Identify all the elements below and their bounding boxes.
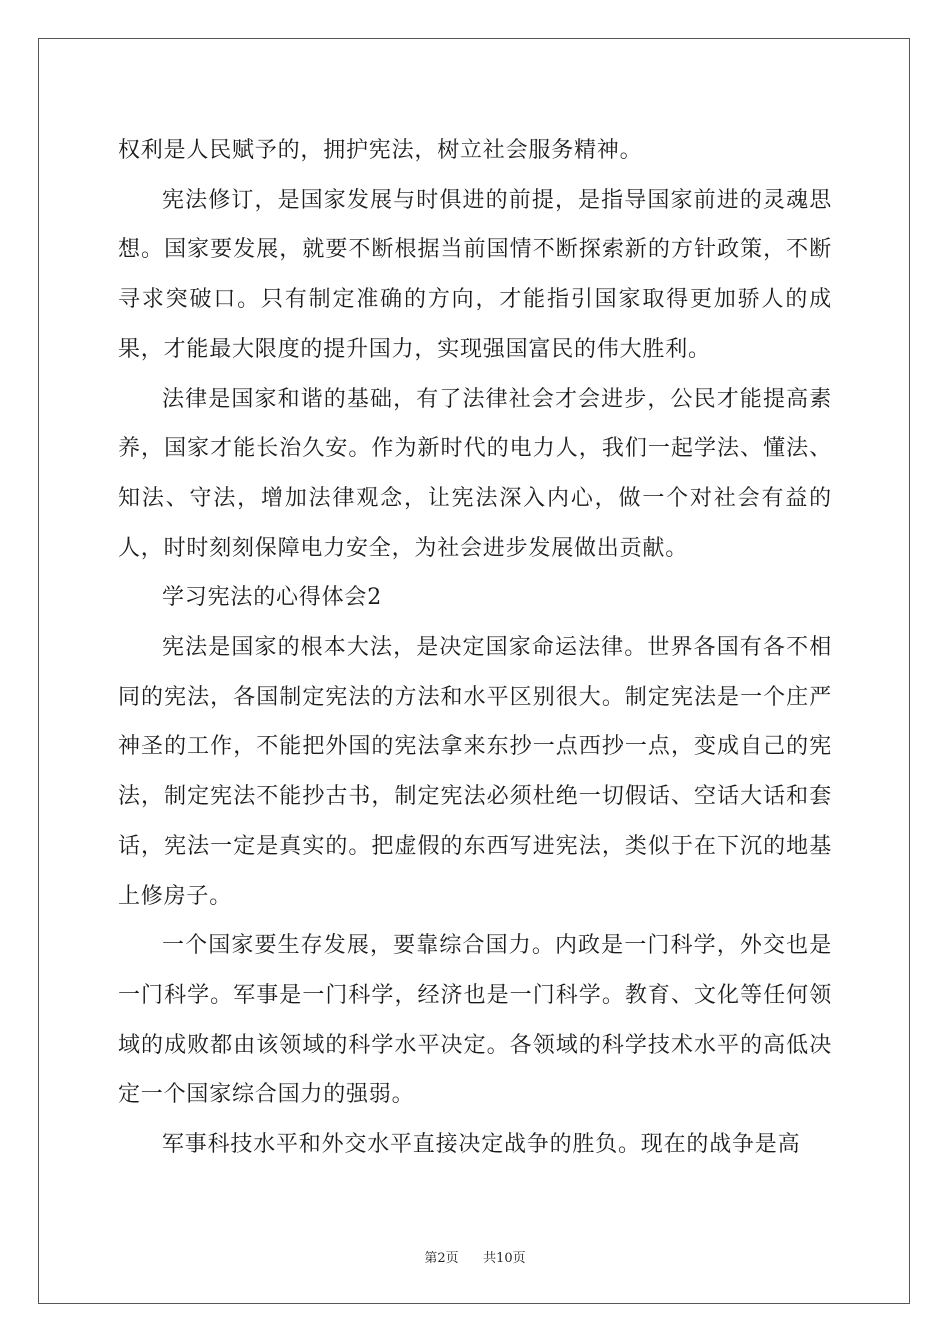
paragraph: 宪法修订，是国家发展与时俱进的前提，是指导国家前进的灵魂思想。国家要发展，就要不断根据当前国情不断探索新的方针政策，不断寻求突破口。只有制定准确的方向，才能指引国家取得更加骄人的成果，才能最大限度的提升国力，实现强国富民的伟大胜利。 xyxy=(118,187,832,362)
section-heading: 学习宪法的心得体会2 xyxy=(162,585,382,611)
paragraph: 法律是国家和谐的基础，有了法律社会才会进步，公民才能提高素养，国家才能长治久安。作为新时代的电力人，我们一起学法、懂法、知法、守法，增加法律观念，让宪法深入内心，做一个对社会有益的人，时时刻刻保障电力安全，为社会进步发展做出贡献。 xyxy=(118,386,832,561)
document-body xyxy=(118,126,832,1170)
paragraph: 一个国家要生存发展，要靠综合国力。内政是一门科学，外交也是一门科学。军事是一门科学，经济也是一门科学。教育、文化等任何领域的成败都由该领域的科学水平决定。各领域的科学技术水平的高低决定一个国家综合国力的强弱。 xyxy=(118,933,832,1108)
paragraph: 军事科技水平和外交水平直接决定战争的胜负。现在的战争是高 xyxy=(162,1132,801,1158)
paragraph: 宪法是国家的根本大法，是决定国家命运法律。世界各国有各不相同的宪法，各国制定宪法的方法和水平区别很大。制定宪法是一个庄严神圣的工作，不能把外国的宪法拿来东抄一点西抄一点，变成自己的宪法，制定宪法不能抄古书，制定宪法必须杜绝一切假话、空话大话和套话，宪法一定是真实的。把虚假的东西写进宪法，类似于在下沉的地基上修房子。 xyxy=(118,635,832,909)
page-number: 第2页 xyxy=(424,1251,459,1266)
page-total: 共10页 xyxy=(483,1251,526,1266)
page-footer xyxy=(0,1247,950,1266)
paragraph: 权利是人民赋予的，拥护宪法，树立社会服务精神。 xyxy=(118,138,643,163)
